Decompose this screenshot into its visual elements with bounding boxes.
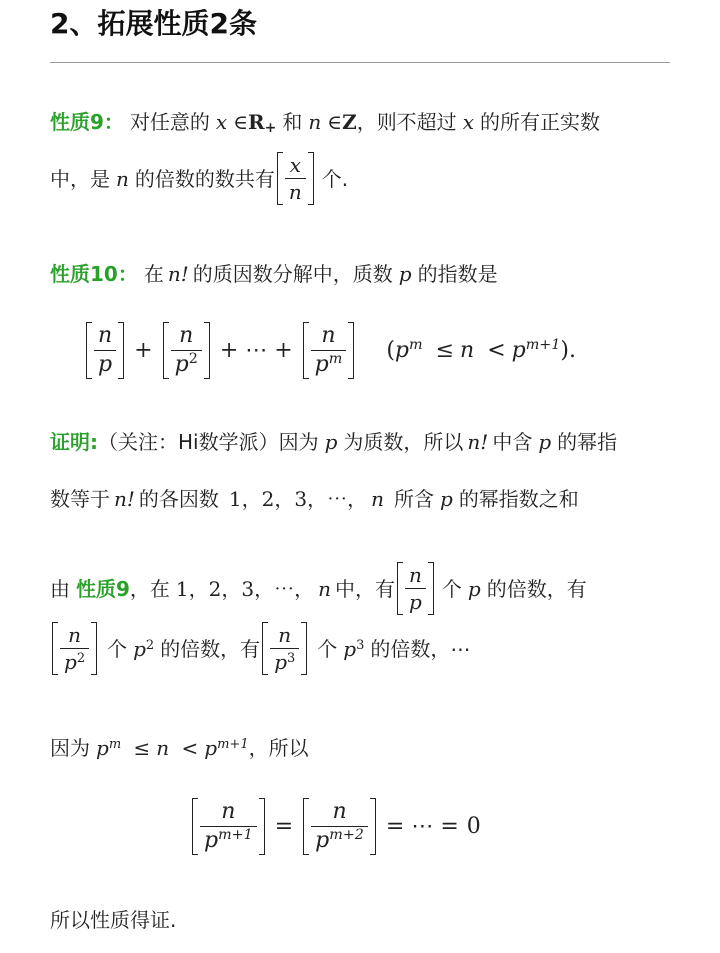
prop9-line2: [50, 152, 348, 205]
floor-bracket: [86, 322, 124, 379]
proof-text: 的倍数，⋯: [370, 636, 471, 661]
proof-text: 个: [317, 636, 338, 661]
proof-equation: [190, 798, 481, 855]
fraction-x-over-n: $\frac{x}{n}$: [283, 152, 308, 205]
proof-text: 由: [50, 576, 70, 601]
proof-text: 的倍数，有: [160, 636, 261, 661]
proof-text: 个: [107, 636, 128, 661]
fraction-n-over-pm2: $\frac{n}{p^{m+2}}$: [309, 798, 370, 855]
proof-text: 的各因数: [138, 487, 219, 511]
var-n: n: [116, 166, 129, 191]
n-factorial: n!: [467, 430, 489, 454]
floor-bracket: [277, 152, 314, 205]
proof-line3: [50, 562, 587, 615]
var-x: x: [462, 110, 474, 134]
prop9-text: 个.: [321, 166, 349, 191]
inequality: $p^m \le n < p^{m+1}$: [96, 736, 249, 760]
fraction-n-over-p: $\frac{n}{p}$: [92, 322, 118, 379]
var-p: p: [467, 576, 481, 601]
number-sequence: 1，2，3，⋯，: [175, 576, 315, 601]
proof-text: 因为: [50, 736, 90, 760]
floor-bracket: [303, 322, 355, 379]
prop9-reference: 性质9: [76, 576, 130, 601]
reals-symbol: $R_+$: [248, 110, 277, 136]
prop9-text: 对任意的: [129, 110, 210, 134]
prop10-text: 的指数是: [417, 262, 498, 286]
proof-text: 的幂指数之和: [458, 487, 579, 511]
proof-text: 中含: [492, 430, 533, 454]
floor-bracket: [303, 798, 376, 855]
proof-text: 个: [441, 576, 462, 601]
proof-text: 为质数，所以: [343, 430, 464, 454]
var-x: x: [215, 110, 228, 134]
p-cubed: $p^3$: [343, 636, 365, 661]
p-squared: $p^2$: [133, 636, 155, 661]
prop10-text: 的质因数分解中，质数: [192, 262, 393, 286]
in-symbol: ∈: [327, 110, 343, 134]
proof-text: 中，有: [335, 576, 395, 601]
in-symbol: ∈: [233, 110, 249, 134]
title-divider: [50, 62, 670, 63]
prop9-label: 性质9：: [50, 110, 124, 134]
prop9-text: 的所有正实数: [479, 110, 600, 134]
proof-text: 的幂指: [557, 430, 618, 454]
prop10-formula: [84, 322, 576, 379]
prop9-and: 和: [282, 110, 303, 134]
fraction-n-over-pm: $\frac{n}{p^m}$: [309, 322, 349, 379]
var-p: p: [324, 430, 338, 454]
var-n: n: [371, 487, 384, 511]
prop9-text: 的倍数的数共有: [134, 166, 275, 191]
plus-sign: +: [134, 337, 153, 363]
fraction-n-over-p: $\frac{n}{p}$: [403, 562, 428, 615]
proof-label: 证明:: [50, 430, 98, 454]
n-factorial: n!: [114, 487, 135, 511]
zero-value: 0: [466, 813, 481, 839]
var-n: n: [318, 576, 331, 601]
prop9-comma: ，: [356, 110, 377, 134]
floor-bracket: [397, 562, 434, 615]
plus-dots: + ⋯ +: [219, 337, 293, 363]
proof-text: （关注：Hi数学派）因为: [98, 430, 319, 454]
prop9-text: 中，是: [50, 166, 110, 191]
condition: $(p^m \le n < p^{m+1})$.: [386, 336, 576, 363]
number-sequence: 1，2，3，⋯，: [228, 487, 368, 511]
proof-line1: [50, 432, 617, 452]
section-title: 2、拓展性质2条: [50, 7, 257, 40]
conclusion-text: 所以性质得证.: [50, 908, 177, 932]
proof-text: 的倍数，有: [486, 576, 587, 601]
floor-bracket: [262, 622, 307, 675]
proof-text: 数等于: [50, 487, 110, 511]
proof-line4: [50, 622, 470, 675]
var-p: p: [398, 262, 412, 286]
proof-line2: [50, 489, 579, 509]
prop10-label: 性质10：: [50, 262, 138, 286]
proof-text: ，在: [129, 576, 170, 601]
prop9-line1: [50, 110, 600, 136]
integers-symbol: Z: [342, 110, 357, 134]
var-p: p: [538, 430, 552, 454]
proof-text: 所含: [394, 487, 434, 511]
n-factorial: n!: [167, 262, 189, 286]
floor-bracket: [163, 322, 210, 379]
equals-sign: =: [274, 813, 294, 839]
prop10-text: 在: [143, 262, 164, 286]
fraction-n-over-pm1: $\frac{n}{p^{m+1}}$: [198, 798, 259, 855]
floor-bracket: [52, 622, 97, 675]
prop9-text: 则不超过: [376, 110, 457, 134]
fraction-n-over-p2: $\frac{n}{p^2}$: [58, 622, 91, 675]
var-n: n: [308, 110, 322, 134]
proof-line5: [50, 738, 309, 758]
prop10-line1: [50, 264, 498, 284]
fraction-n-over-p3: $\frac{n}{p^3}$: [268, 622, 301, 675]
proof-text: ，所以: [248, 736, 309, 760]
var-p: p: [440, 487, 453, 511]
floor-bracket: [192, 798, 265, 855]
equals-dots: = ⋯ =: [385, 813, 459, 839]
fraction-n-over-p2: $\frac{n}{p^2}$: [169, 322, 204, 379]
